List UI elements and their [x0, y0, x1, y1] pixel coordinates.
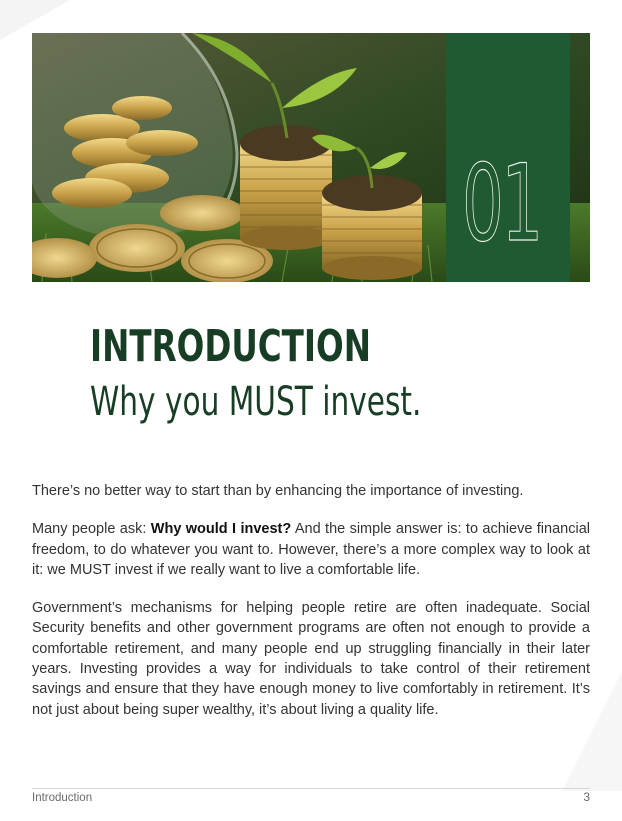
chapter-number: 01 — [462, 142, 541, 265]
paragraph-2-intro: Many people ask: — [32, 521, 151, 538]
hero-image — [32, 33, 590, 282]
paragraph-2-answer: And the simple answer is: to achieve financial freedom, to do whatever you want to. However, there’s a more complex way to look at it: we MUST invest if we really want to live a comfortable life. — [32, 521, 590, 578]
body-content — [32, 481, 590, 738]
page-subtitle: Why you MUST invest. — [90, 379, 422, 425]
footer-section-label: Introduction — [32, 792, 93, 804]
page-title: INTRODUCTION — [90, 321, 371, 372]
footer-divider — [32, 788, 590, 789]
paragraph-1: There’s no better way to start than by enhancing the importance of investing. — [32, 483, 524, 499]
paragraph-2-question: Why would I invest? — [150, 521, 292, 538]
paragraph-2 — [32, 519, 590, 580]
page-number: 3 — [583, 790, 590, 804]
chapter-heading — [90, 322, 538, 426]
paragraph-3: Government’s mechanisms for helping people retire are often inadequate. Social Security benefits and other government programs are often not enough to provide a comfortable retirement, and many people end up struggling financially in their later years. Investing provides a way for individuals to take control of their retirement savings and ensure that they have enough money to live comfortably in retirement. It’s not just about being super wealthy, it’s about living a quality life. — [32, 600, 590, 718]
